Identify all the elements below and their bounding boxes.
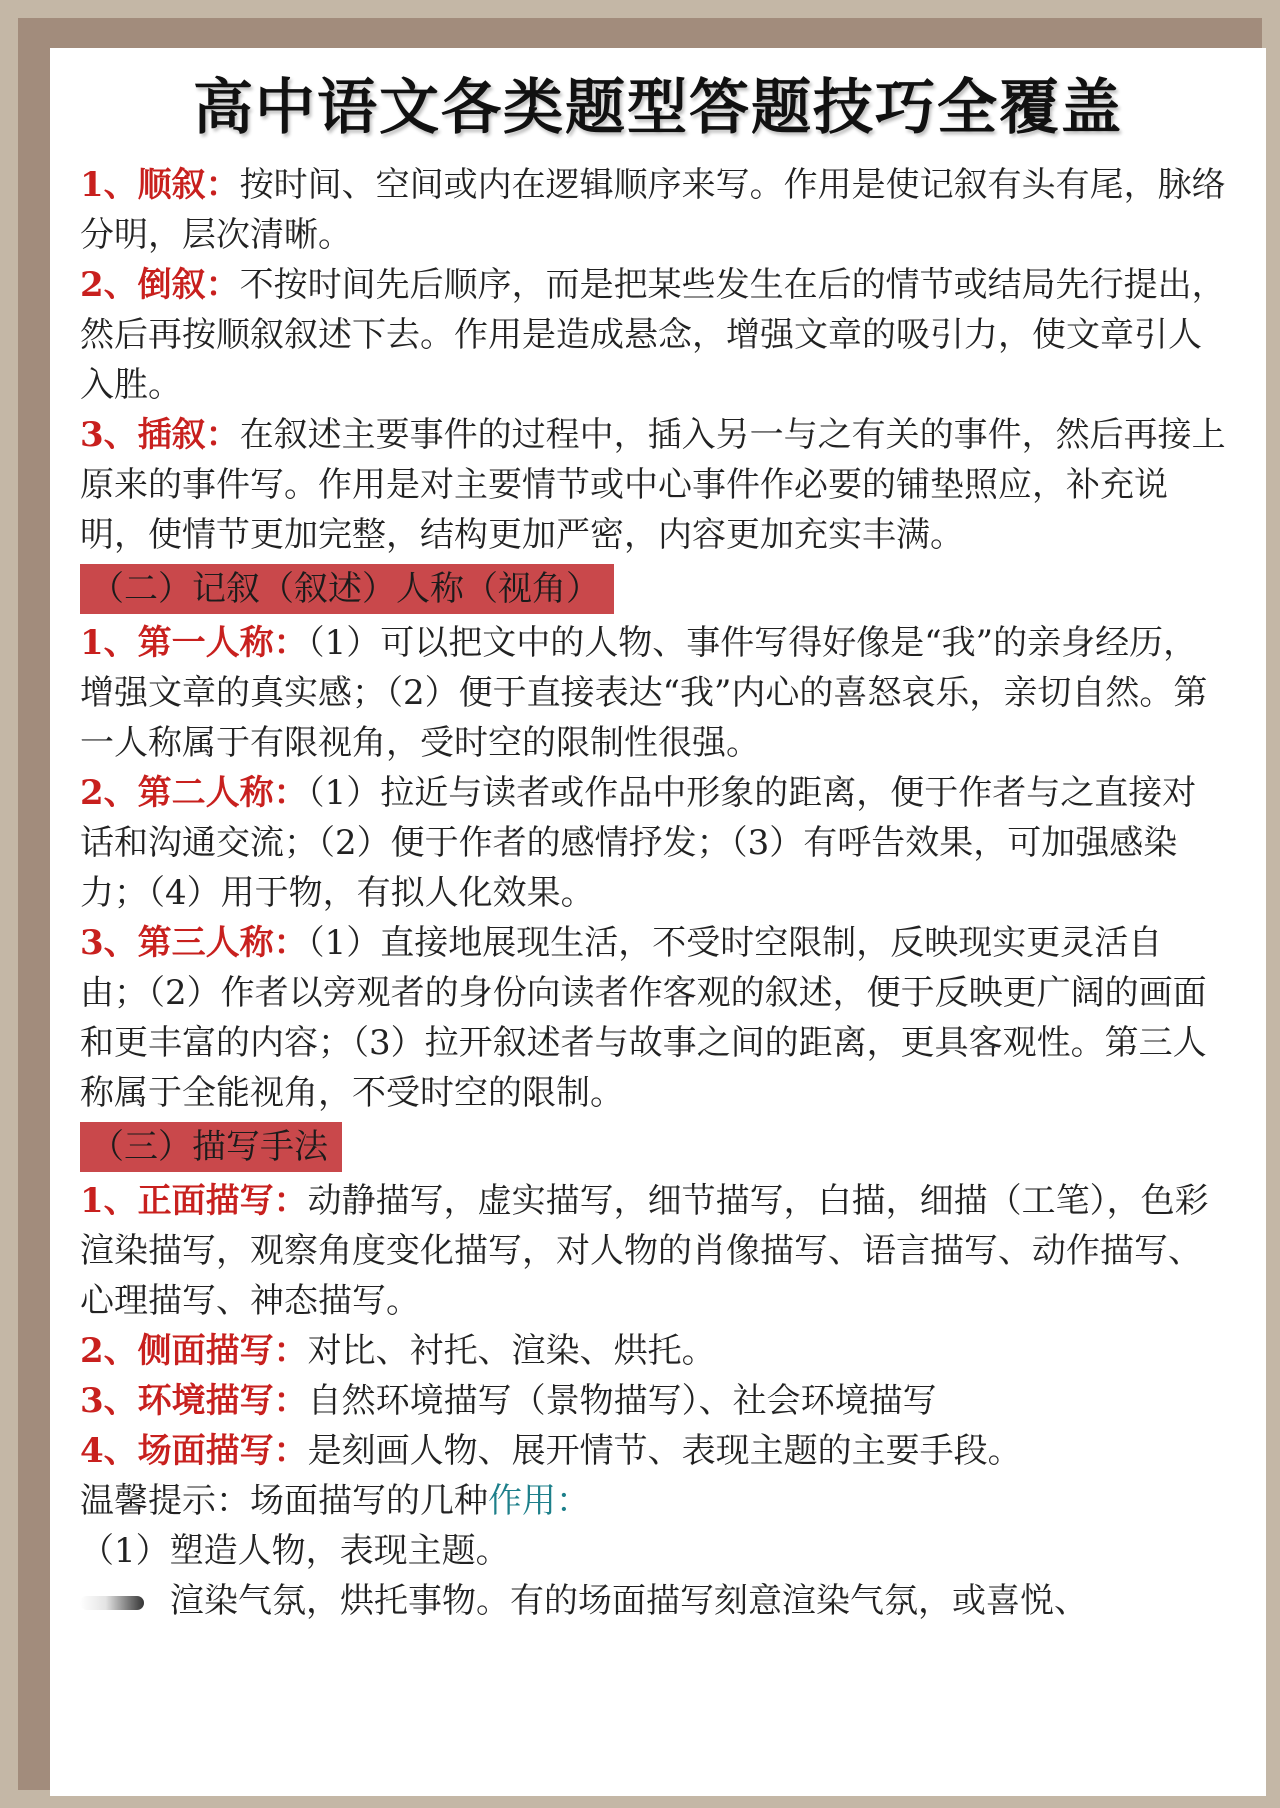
item-text: 动静描写，虚实描写，细节描写，白描，细描（工笔），色彩渲染描写，观察角度变化描写，对人物的肖像描写、语言描写、动作描写、心理描写、神态描写。 [80,1181,1209,1321]
tip-prefix: 温馨提示：场面描写的几种 [80,1481,488,1521]
item-text: 按时间、空间或内在逻辑顺序来写。作用是使记叙有头有尾，脉络分明，层次清晰。 [80,165,1226,255]
section-heading-person: （二）记叙（叙述）人称（视角） [80,564,614,614]
item-label: 1、正面描写： [80,1181,308,1221]
item-label: 1、顺叙： [80,165,240,205]
item-text: 不按时间先后顺序，而是把某些发生在后的情节或结局先行提出，然后再按顺叙叙述下去。作用是造成悬念，增强文章的吸引力，使文章引人入胜。 [80,265,1226,405]
tip-point-2 [80,1576,1230,1626]
item-label: 3、环境描写： [80,1381,308,1421]
tip-point-1: （1）塑造人物，表现主题。 [80,1531,510,1571]
item-label: 2、倒叙： [80,265,240,305]
item-text: （1）直接地展现生活，不受时空限制，反映现实更灵活自由；（2）作者以旁观者的身份向读者作客观的叙述，便于反映更广阔的画面和更丰富的内容；（3）拉开叙述者与故事之间的距离，更具客观性。第三人称属于全能视角，不受时空的限制。 [80,923,1207,1113]
faded-marker-icon [80,1596,144,1610]
narration-item-sequential [80,160,1230,260]
page-title: 高中语文各类题型答题技巧全覆盖 [193,73,1123,143]
item-text: 在叙述主要事件的过程中，插入另一与之有关的事件，然后再接上原来的事件写。作用是对主要情节或中心事件作必要的铺垫照应，补充说明，使情节更加完整，结构更加严密，内容更加充实丰满。 [80,415,1226,555]
item-text: （1）可以把文中的人物、事件写得好像是“我”的亲身经历，增强文章的真实感；（2）便于直接表达“我”内心的喜怒哀乐，亲切自然。第一人称属于有限视角，受时空的限制性很强。 [80,623,1208,763]
tip-line [80,1476,1230,1526]
item-text: 对比、衬托、渲染、烘托。 [307,1331,716,1371]
item-label: 4、场面描写： [80,1431,308,1471]
description-item-direct [80,1176,1230,1326]
narration-item-flashback [80,260,1230,410]
person-item-first [80,618,1230,768]
person-item-third [80,918,1230,1118]
narration-item-insertion [80,410,1230,560]
item-label: 3、插叙： [80,415,240,455]
item-label: 2、第二人称： [80,773,308,813]
tip-highlight: 作用： [488,1481,590,1521]
document-page [50,48,1266,1796]
description-item-environment [80,1376,1230,1426]
item-text: 是刻画人物、展开情节、表现主题的主要手段。 [307,1431,1022,1471]
item-text: （1）拉近与读者或作品中形象的距离，便于作者与之直接对话和沟通交流；（2）便于作者的感情抒发；（3）有呼告效果，可加强感染力；（4）用于物，有拟人化效果。 [80,773,1197,913]
tip-point-2-text: 渲染气氛，烘托事物。有的场面描写刻意渲染气氛，或喜悦、 [170,1581,1088,1621]
item-label: 2、侧面描写： [80,1331,308,1371]
section-heading-description: （三）描写手法 [80,1122,342,1172]
person-item-second [80,768,1230,918]
description-item-scene [80,1426,1230,1476]
item-label: 1、第一人称： [80,623,308,663]
outer-frame [18,18,1262,1790]
item-text: 自然环境描写（景物描写）、社会环境描写 [307,1381,937,1421]
item-label: 3、第三人称： [80,923,308,963]
description-item-indirect [80,1326,1230,1376]
document-content [80,160,1230,1626]
